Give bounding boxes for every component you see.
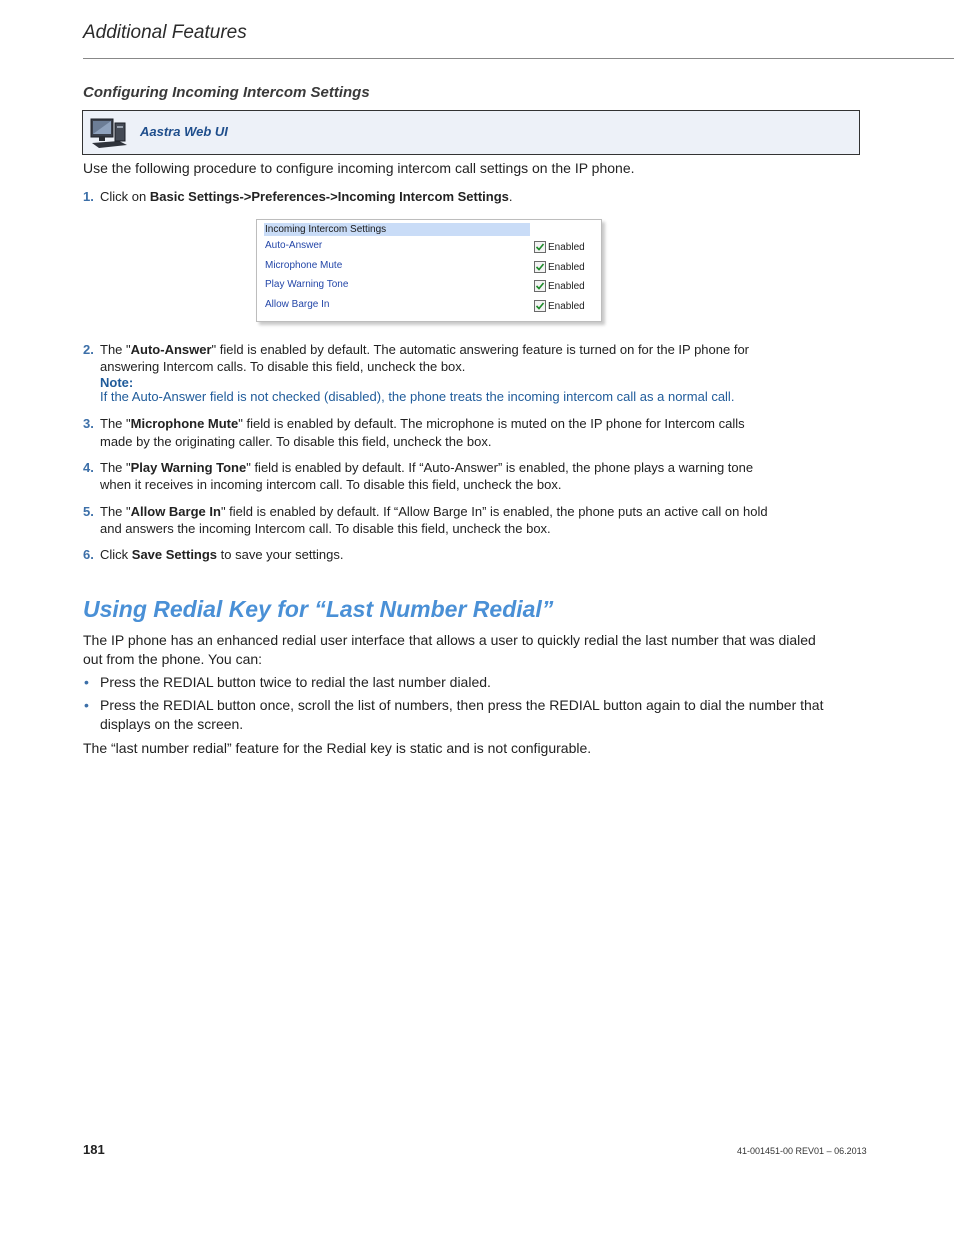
step-5-line-1: The "Allow Barge In" field is enabled by default. If “Allow Barge In” is enabled, the phone puts an active call on hold xyxy=(100,504,768,519)
settings-panel-header: Incoming Intercom Settings xyxy=(264,223,530,236)
step-5-line-2: and answers the incoming Intercom call. To disable this field, uncheck the box. xyxy=(100,521,551,536)
step-2-line-1: The "Auto-Answer" field is enabled by default. The automatic answering feature is turned on for the IP phone for xyxy=(100,342,749,357)
checkbox-label: Enabled xyxy=(548,262,585,273)
redial-closing: The “last number redial” feature for the Redial key is static and is not configurable. xyxy=(83,740,592,756)
step-2-line-2: answering Intercom calls. To disable this field, uncheck the box. xyxy=(100,359,466,374)
step-number: 2. xyxy=(83,342,94,357)
step-number: 1. xyxy=(83,189,94,204)
bullet-icon: • xyxy=(84,697,89,713)
setting-label-auto-answer: Auto-Answer xyxy=(265,240,323,251)
step-4-line-1: The "Play Warning Tone" field is enabled by default. If “Auto-Answer” is enabled, the phone plays a warning tone xyxy=(100,460,754,475)
incoming-intercom-settings-panel xyxy=(256,219,602,322)
checkbox-label: Enabled xyxy=(548,281,585,292)
web-ui-label: Aastra Web UI xyxy=(140,124,228,139)
play-warning-tone-checkbox[interactable] xyxy=(534,280,546,292)
allow-barge-in-checkbox[interactable] xyxy=(534,300,546,312)
checkmark-icon xyxy=(535,262,545,272)
bullet-text: Press the REDIAL button once, scroll the list of numbers, then press the REDIAL button again to dial the number that xyxy=(100,697,824,713)
step-3-line-1: The "Microphone Mute" field is enabled by default. The microphone is muted on the IP phone for Intercom calls xyxy=(100,416,745,431)
redial-intro-line-1: The IP phone has an enhanced redial user interface that allows a user to quickly redial the last number that was dialed xyxy=(83,632,816,648)
web-ui-callout xyxy=(82,110,860,155)
checkbox-label: Enabled xyxy=(548,242,585,253)
intro-paragraph: Use the following procedure to configure incoming intercom call settings on the IP phone. xyxy=(83,160,635,176)
document-id: 41-001451-00 REV01 – 06.2013 xyxy=(737,1146,867,1156)
bullet-text: displays on the screen. xyxy=(100,716,244,732)
subsection-title: Configuring Incoming Intercom Settings xyxy=(83,84,370,101)
setting-label-play-warning-tone: Play Warning Tone xyxy=(265,279,349,290)
step-number: 6. xyxy=(83,547,94,562)
setting-label-allow-barge-in: Allow Barge In xyxy=(265,299,330,310)
menu-path: Basic Settings->Preferences->Incoming Intercom Settings xyxy=(149,189,509,204)
step-6-text: Click Save Settings to save your settings. xyxy=(100,547,344,562)
bullet-text: Press the REDIAL button twice to redial the last number dialed. xyxy=(100,674,491,690)
checkbox-label: Enabled xyxy=(548,301,585,312)
checkmark-icon xyxy=(535,301,545,311)
checkmark-icon xyxy=(535,242,545,252)
page-header-title: Additional Features xyxy=(83,22,247,43)
page-number: 181 xyxy=(83,1142,105,1157)
step-4-line-2: when it receives in incoming intercom call. To disable this field, uncheck the box. xyxy=(100,477,562,492)
step-number: 3. xyxy=(83,416,94,431)
note-text: If the Auto-Answer field is not checked (disabled), the phone treats the incoming intercom call as a normal call. xyxy=(100,389,735,404)
header-divider xyxy=(83,58,954,59)
step-1-text: Click on Basic Settings->Preferences->Incoming Intercom Settings. xyxy=(100,189,513,204)
checkmark-icon xyxy=(535,281,545,291)
redial-intro-line-2: out from the phone. You can: xyxy=(83,651,263,667)
section-heading: Using Redial Key for “Last Number Redial” xyxy=(83,596,554,622)
step-3-line-2: made by the originating caller. To disable this field, uncheck the box. xyxy=(100,434,492,449)
setting-label-microphone-mute: Microphone Mute xyxy=(265,260,343,271)
note-heading: Note: xyxy=(100,375,134,390)
computer-monitor-icon xyxy=(89,117,129,149)
microphone-mute-checkbox[interactable] xyxy=(534,261,546,273)
bullet-icon: • xyxy=(84,674,89,690)
step-number: 5. xyxy=(83,504,94,519)
step-number: 4. xyxy=(83,460,94,475)
auto-answer-checkbox[interactable] xyxy=(534,241,546,253)
